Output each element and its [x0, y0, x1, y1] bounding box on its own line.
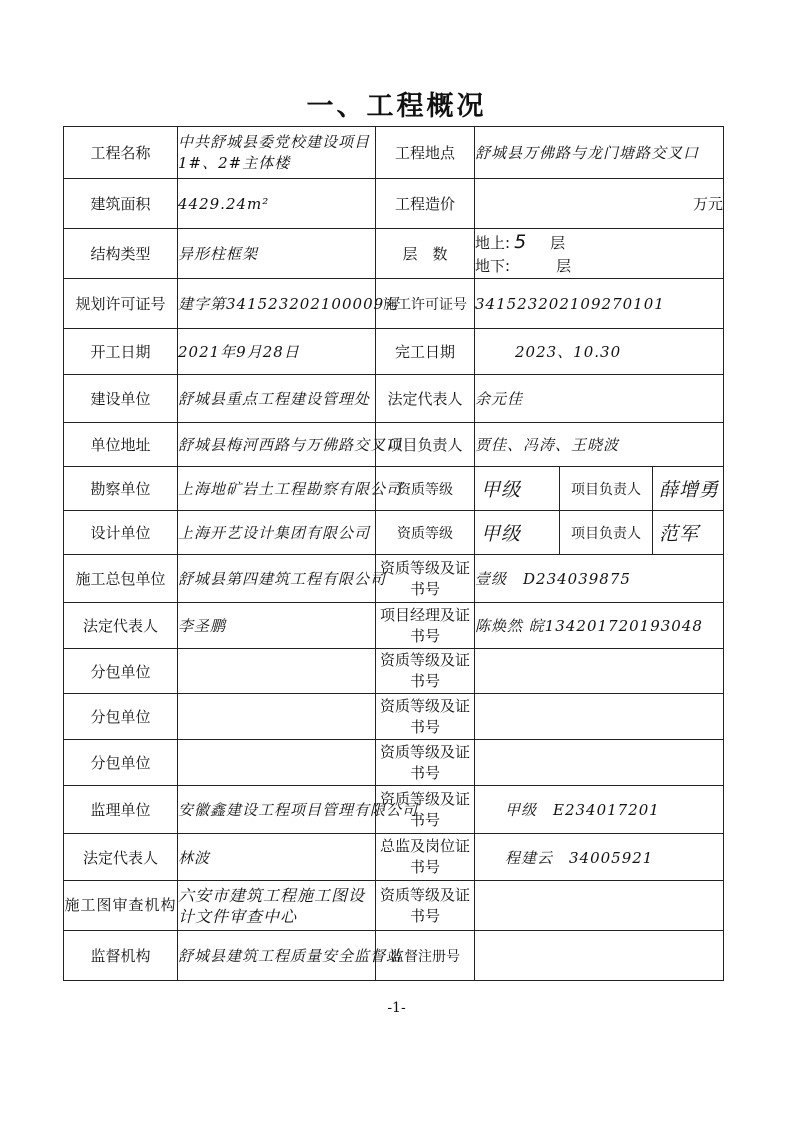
- value-start-date: 2021年9月28日: [178, 329, 376, 375]
- label-subcontractor-3-grade: 资质等级及证书号: [376, 740, 475, 786]
- label-survey-unit: 勘察单位: [64, 467, 178, 511]
- value-subcontractor-3: [178, 740, 376, 786]
- label-building-area: 建筑面积: [64, 179, 178, 229]
- value-survey-unit: 上海地矿岩土工程勘察有限公司: [178, 467, 376, 511]
- label-planning-permit: 规划许可证号: [64, 279, 178, 329]
- row-general-contractor: [64, 555, 724, 603]
- label-supervisor-grade: 资质等级及证书号: [376, 786, 475, 834]
- floors-above-unit: 层: [550, 233, 566, 252]
- label-supervisor: 监理单位: [64, 786, 178, 834]
- floors-below-unit: 层: [556, 256, 572, 275]
- row-address: [64, 423, 724, 467]
- page-number: -1-: [387, 1000, 406, 1016]
- row-dates: [64, 329, 724, 375]
- value-contractor-legal-rep: 李圣鹏: [178, 603, 376, 649]
- value-supervisor: 安徽鑫建设工程项目管理有限公司: [178, 786, 376, 834]
- label-drawing-review: 施工图审查机构: [64, 881, 178, 931]
- value-drawing-review-grade: [475, 881, 724, 931]
- row-client: [64, 375, 724, 423]
- value-supervision-agency: 舒城县建筑工程质量安全监督站: [178, 931, 376, 981]
- value-planning-permit: 建字第341523202100009号: [178, 279, 376, 329]
- value-structure-type: 异形柱框架: [178, 229, 376, 279]
- value-supervisor-legal-rep: 林波: [178, 834, 376, 881]
- label-client-legal-rep: 法定代表人: [376, 375, 475, 423]
- value-subcontractor-1-grade: [475, 649, 724, 694]
- row-planning-permit: [64, 279, 724, 329]
- floors-below-label: 地下:: [475, 256, 511, 275]
- value-design-unit: 上海开艺设计集团有限公司: [178, 511, 376, 555]
- value-contractor-grade: 壹级 D234039875: [475, 555, 724, 603]
- row-subcontractor-2: [64, 694, 724, 740]
- label-floors: 层 数: [376, 229, 475, 279]
- project-overview-table: [63, 126, 724, 981]
- value-building-area: 4429.24m²: [178, 179, 376, 229]
- label-design-grade: 资质等级: [376, 511, 475, 555]
- floors-above: [475, 231, 723, 254]
- row-building-area: [64, 179, 724, 229]
- label-project-leader: 项目负责人: [376, 423, 475, 467]
- row-supervisor-legal-rep: [64, 834, 724, 881]
- row-survey: [64, 467, 724, 511]
- label-design-pm: 项目负责人: [560, 511, 653, 554]
- label-subcontractor-2-grade: 资质等级及证书号: [376, 694, 475, 740]
- label-structure-type: 结构类型: [64, 229, 178, 279]
- value-completion-date: 2023、10.30: [475, 329, 724, 375]
- label-project-manager: 项目经理及证书号: [376, 603, 475, 649]
- label-client: 建设单位: [64, 375, 178, 423]
- label-supervision-agency: 监督机构: [64, 931, 178, 981]
- label-subcontractor-1-grade: 资质等级及证书号: [376, 649, 475, 694]
- row-supervisor: [64, 786, 724, 834]
- floors-above-label: 地上:: [475, 233, 511, 252]
- label-completion-date: 完工日期: [376, 329, 475, 375]
- value-construction-permit: 341523202109270101: [475, 279, 724, 329]
- label-construction-permit: 施工许可证号: [376, 279, 475, 329]
- floors-below: [475, 254, 723, 277]
- value-floors: [475, 229, 724, 279]
- row-subcontractor-1: [64, 649, 724, 694]
- floors-above-value: 5: [514, 230, 527, 253]
- floors-below-value: [510, 254, 550, 276]
- value-design-pm: 范军: [659, 523, 700, 545]
- value-chief-supervisor: 程建云 34005921: [475, 834, 724, 881]
- label-subcontractor-2: 分包单位: [64, 694, 178, 740]
- design-grade-cell: [475, 511, 724, 555]
- label-drawing-review-grade: 资质等级及证书号: [376, 881, 475, 931]
- value-project-manager: 陈焕然 皖134201720193048: [475, 603, 724, 649]
- value-drawing-review: 六安市建筑工程施工图设计文件审查中心: [178, 881, 376, 931]
- label-project-cost: 工程造价: [376, 179, 475, 229]
- survey-grade-cell: [475, 467, 724, 511]
- value-client: 舒城县重点工程建设管理处: [178, 375, 376, 423]
- value-design-grade: 甲级: [475, 511, 560, 554]
- page-title: 一、工程概况: [306, 91, 487, 122]
- value-client-legal-rep: 余元佳: [475, 375, 724, 423]
- value-subcontractor-1: [178, 649, 376, 694]
- value-subcontractor-3-grade: [475, 740, 724, 786]
- value-subcontractor-2: [178, 694, 376, 740]
- label-supervision-reg-no: 监督注册号: [376, 931, 475, 981]
- value-supervision-reg-no: [475, 931, 724, 981]
- row-subcontractor-3: [64, 740, 724, 786]
- value-supervisor-grade: 甲级 E234017201: [475, 786, 724, 834]
- label-supervisor-legal-rep: 法定代表人: [64, 834, 178, 881]
- label-survey-grade: 资质等级: [376, 467, 475, 511]
- label-subcontractor-3: 分包单位: [64, 740, 178, 786]
- value-survey-grade: 甲级: [475, 467, 560, 510]
- row-contractor-legal-rep: [64, 603, 724, 649]
- label-chief-supervisor: 总监及岗位证书号: [376, 834, 475, 881]
- value-project-leader: 贾佳、冯涛、王晓波: [475, 423, 724, 467]
- row-structure-type: [64, 229, 724, 279]
- label-contractor-legal-rep: 法定代表人: [64, 603, 178, 649]
- value-address: 舒城县梅河西路与万佛路交叉口: [178, 423, 376, 467]
- label-design-unit: 设计单位: [64, 511, 178, 555]
- row-drawing-review: [64, 881, 724, 931]
- label-general-contractor: 施工总包单位: [64, 555, 178, 603]
- label-contractor-grade: 资质等级及证书号: [376, 555, 475, 603]
- row-supervision-agency: [64, 931, 724, 981]
- label-project-name: 工程名称: [64, 127, 178, 179]
- label-start-date: 开工日期: [64, 329, 178, 375]
- value-project-location: 舒城县万佛路与龙门塘路交叉口: [475, 127, 724, 179]
- value-project-cost-unit: 万元: [475, 179, 724, 229]
- row-design: [64, 511, 724, 555]
- value-survey-pm: 薛增勇: [659, 479, 720, 501]
- label-subcontractor-1: 分包单位: [64, 649, 178, 694]
- label-project-location: 工程地点: [376, 127, 475, 179]
- label-survey-pm: 项目负责人: [560, 467, 653, 510]
- value-project-name: 中共舒城县委党校建设项目1#、2#主体楼: [178, 127, 376, 179]
- label-address: 单位地址: [64, 423, 178, 467]
- value-subcontractor-2-grade: [475, 694, 724, 740]
- value-general-contractor: 舒城县第四建筑工程有限公司: [178, 555, 376, 603]
- row-project-name: [64, 127, 724, 179]
